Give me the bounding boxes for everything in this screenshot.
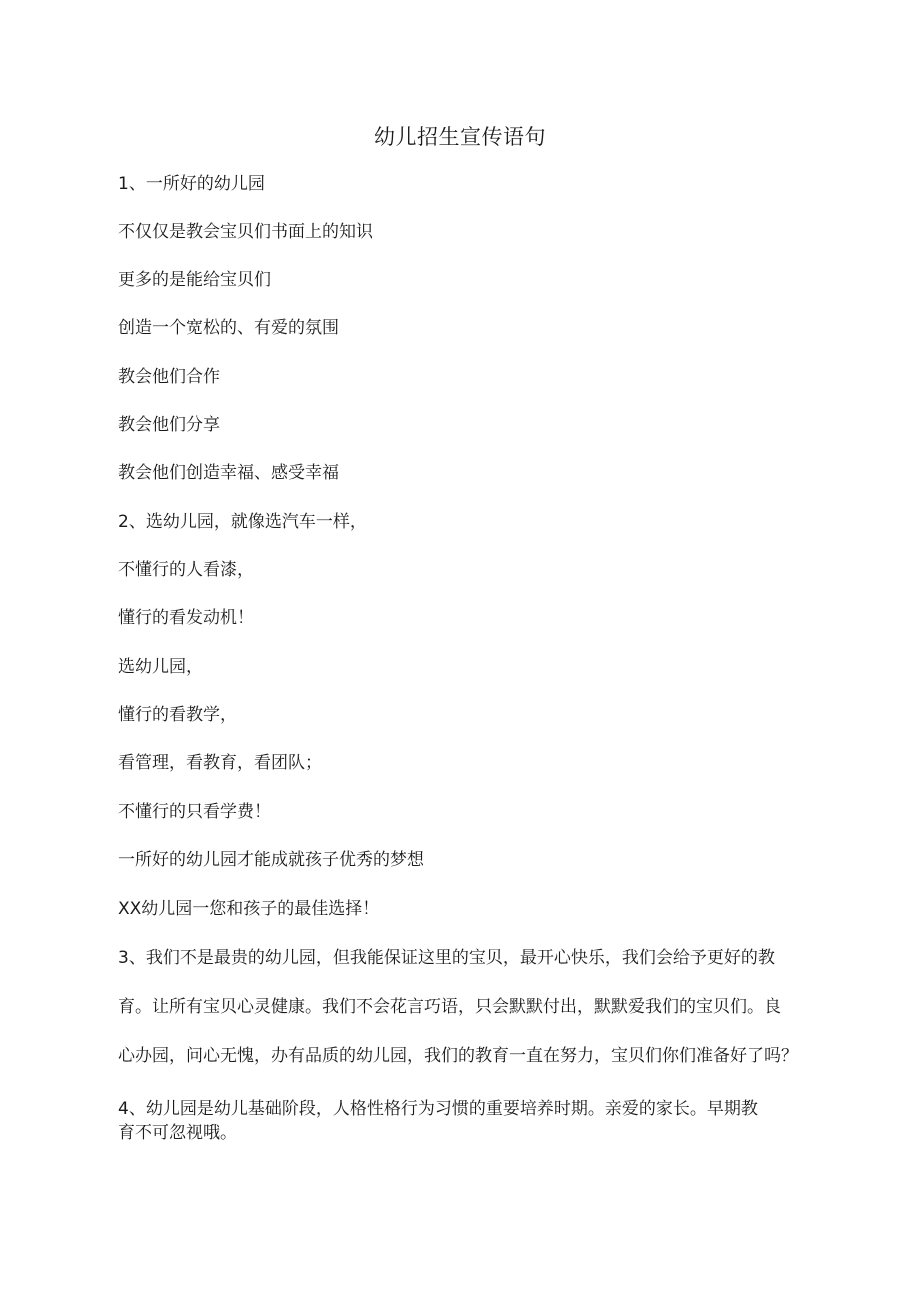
- text-line: 不懂行的只看学费！: [118, 802, 271, 822]
- text-line: 不懂行的人看漆，: [118, 560, 254, 580]
- paragraph-4-line-1: 4、幼儿园是幼儿基础阶段，人格性格行为习惯的重要培养时期。亲爱的家长。早期教: [118, 1099, 758, 1119]
- text-line: 教会他们合作: [118, 367, 220, 387]
- text-line: 2、选幼儿园，就像选汽车一样，: [118, 512, 367, 532]
- text-line: 创造一个宽松的、有爱的氛围: [118, 318, 339, 338]
- paragraph-4-line-2: 育不可忽视哦。: [118, 1123, 237, 1143]
- paragraph-3-line-3: 心办园，问心无愧，办有品质的幼儿园，我们的教育一直在努力，宝贝们你们准备好了吗？: [118, 1046, 798, 1066]
- text-line: 教会他们分享: [118, 415, 220, 435]
- text-line: XX幼儿园一您和孩子的最佳选择！: [118, 899, 380, 919]
- text-line: 更多的是能给宝贝们: [118, 270, 271, 290]
- text-line: 选幼儿园，: [118, 657, 203, 677]
- text-line: 懂行的看教学，: [118, 705, 237, 725]
- document-title: 幼儿招生宣传语句: [374, 125, 546, 149]
- text-line: 1、一所好的幼儿园: [118, 174, 265, 194]
- text-line: 懂行的看发动机！: [118, 608, 254, 628]
- paragraph-3-line-2: 育。让所有宝贝心灵健康。我们不会花言巧语，只会默默付出，默默爱我们的宝贝们。良: [118, 997, 781, 1017]
- text-line: 一所好的幼儿园才能成就孩子优秀的梦想: [118, 850, 424, 870]
- text-line: 看管理，看教育，看团队；: [118, 753, 322, 773]
- paragraph-3-line-1: 3、我们不是最贵的幼儿园，但我能保证这里的宝贝，最开心快乐，我们会给予更好的教: [118, 948, 775, 968]
- text-line: 不仅仅是教会宝贝们书面上的知识: [118, 222, 373, 242]
- text-line: 教会他们创造幸福、感受幸福: [118, 463, 339, 483]
